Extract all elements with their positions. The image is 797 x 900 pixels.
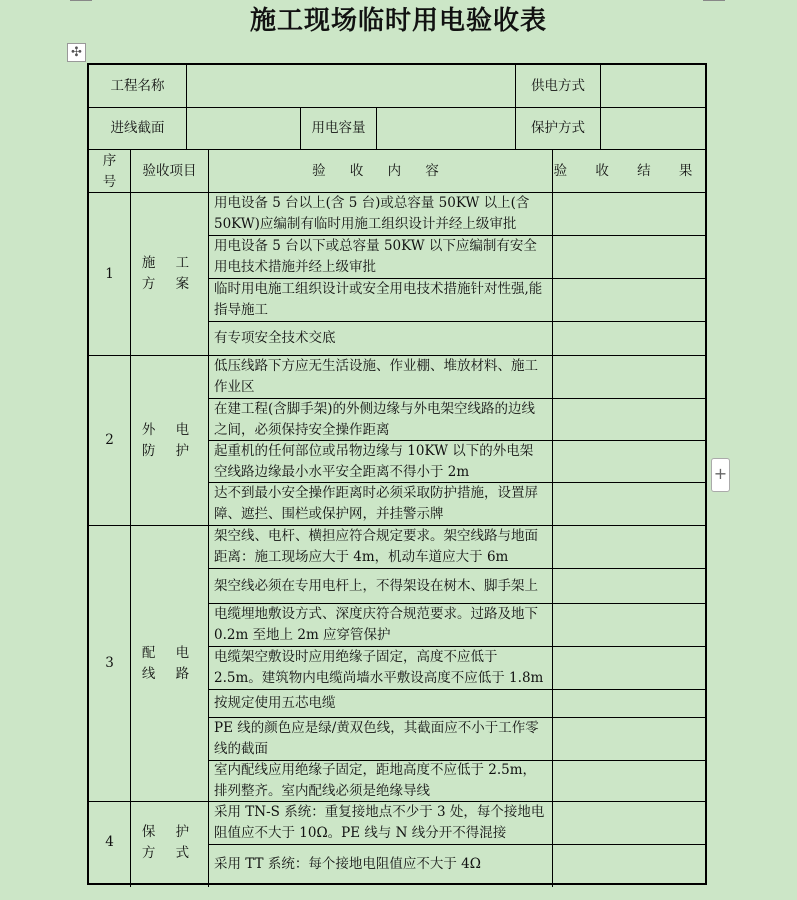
section-3-item-6: PE 线的颜色应是绿/黄双色线，其截面应不小于工作零线的截面 bbox=[214, 720, 539, 757]
section-2-category bbox=[131, 356, 208, 525]
section-3-category-line1: 配 电 bbox=[141, 644, 198, 661]
section-1-result-1[interactable] bbox=[553, 193, 705, 235]
section-4-result-1[interactable] bbox=[553, 802, 705, 844]
section-1-item-4: 有专项安全技术交底 bbox=[214, 330, 336, 346]
section-3-item-3: 电缆埋地敷设方式、深度庆符合规范要求。过路及地下 0.2m 至地上 2m 应穿管保护 bbox=[214, 606, 538, 643]
section-3-result-4[interactable] bbox=[553, 647, 705, 689]
section-3-item-2: 架空线必须在专用电杆上，不得架设在树木、脚手架上 bbox=[214, 577, 538, 594]
capacity-value[interactable] bbox=[377, 108, 515, 149]
section-3-item-5: 按规定使用五芯电缆 bbox=[214, 695, 336, 711]
power-supply-label: 供电方式 bbox=[531, 77, 585, 94]
section-2-result-4[interactable] bbox=[553, 483, 705, 525]
result-header-text: 验 收 结 果 bbox=[553, 162, 705, 179]
section-3-item-4: 电缆架空敷设时应用绝缘子固定，高度不应低于 2.5m。建筑物内电缆尚墙水平敷设高度不应低于 1.8m bbox=[214, 649, 544, 686]
result-header bbox=[553, 150, 705, 192]
section-4-no: 4 bbox=[105, 834, 114, 850]
section-4-result-2[interactable] bbox=[553, 845, 705, 883]
seq-header-line1: 序 bbox=[102, 153, 117, 169]
section-3-result-3[interactable] bbox=[553, 604, 705, 646]
section-1-result-4[interactable] bbox=[553, 322, 705, 355]
section-3-category-line2: 线 路 bbox=[141, 665, 198, 682]
section-3-result-6[interactable] bbox=[553, 718, 705, 760]
section-2-item-3: 起重机的任何部位或吊物边缘与 10KW 以下的外电架空线路边缘最小水平安全距离不得小于 2m bbox=[214, 442, 534, 480]
project-name-label: 工程名称 bbox=[110, 77, 165, 94]
section-4-category-line1: 保 护 bbox=[141, 823, 198, 840]
section-3-result-2[interactable] bbox=[553, 569, 705, 603]
section-1-result-2[interactable] bbox=[553, 236, 705, 278]
section-2-category-line1: 外 电 bbox=[141, 421, 198, 438]
section-3-result-5[interactable] bbox=[553, 690, 705, 717]
page-title: 施工现场临时用电验收表 bbox=[249, 6, 547, 36]
section-1-item-3: 临时用电施工组织设计或安全用电技术措施针对性强,能指导施工 bbox=[214, 281, 543, 318]
section-3-item-7: 室内配线应用绝缘子固定，距地高度不应低于 2.5m，排列整齐。室内配线必须是绝缘导线 bbox=[214, 762, 537, 799]
section-2-item-1: 低压线路下方应无生活设施、作业棚、堆放材料、施工作业区 bbox=[214, 358, 538, 395]
section-1-category-line2: 方 案 bbox=[141, 276, 198, 292]
incoming-section-label: 进线截面 bbox=[110, 120, 165, 136]
power-supply-value[interactable] bbox=[601, 65, 705, 107]
section-3-no: 3 bbox=[105, 655, 114, 671]
protection-label: 保护方式 bbox=[531, 120, 585, 136]
section-4-category-line2: 方 式 bbox=[141, 844, 198, 861]
project-name-value[interactable] bbox=[187, 65, 515, 107]
section-1-item-2: 用电设备 5 台以下或总容量 50KW 以下应编制有安全用电技术措施并经上级审批 bbox=[214, 238, 537, 275]
section-2-item-2: 在建工程(含脚手架)的外侧边缘与外电架空线路的边线之间，必须保持安全操作距离 bbox=[214, 400, 536, 438]
section-2-category-line2: 防 护 bbox=[141, 442, 198, 459]
section-3-result-1[interactable] bbox=[553, 526, 705, 568]
section-1-item-1: 用电设备 5 台以上(含 5 台)或总容量 50KW 以上(含 50KW)应编制有临时用施工组织设计并经上级审批 bbox=[214, 195, 530, 232]
section-2-result-1[interactable] bbox=[553, 356, 705, 398]
table-move-handle-icon[interactable]: ✣ bbox=[67, 43, 86, 62]
section-3-result-7[interactable] bbox=[553, 761, 705, 801]
item-header: 验收项目 bbox=[142, 162, 197, 179]
seq-header-line2: 号 bbox=[102, 174, 117, 190]
content-header-text: 验 收 内 容 bbox=[312, 162, 449, 179]
section-2-no: 2 bbox=[105, 432, 114, 448]
section-1-no: 1 bbox=[105, 265, 114, 282]
capacity-label: 用电容量 bbox=[311, 120, 366, 136]
section-2-item-4: 达不到最小安全操作距离时必须采取防护措施，设置屏障、遮拦、围栏或保护网，并挂警示牌 bbox=[214, 485, 538, 522]
protection-value[interactable] bbox=[601, 108, 705, 149]
section-4-category bbox=[131, 802, 208, 883]
section-4-item-2: 采用 TT 系统：每个接地电阻值应不大于 4Ω bbox=[214, 855, 481, 872]
seq-header bbox=[89, 151, 130, 191]
section-4-item-1: 采用 TN-S 系统：重复接地点不少于 3 处，每个接地电阻值应不大于 10Ω。PE 线与 N 线分开不得混接 bbox=[214, 804, 545, 841]
section-3-category bbox=[131, 526, 208, 801]
section-1-category bbox=[131, 193, 208, 355]
section-2-result-2[interactable] bbox=[553, 399, 705, 440]
add-column-button[interactable]: + bbox=[711, 458, 730, 492]
section-3-item-1: 架空线、电杆、横担应符合规定要求。架空线路与地面距离：施工现场应大于 4m，机动车道应大于 6m bbox=[214, 528, 538, 565]
section-1-result-3[interactable] bbox=[553, 279, 705, 321]
content-header bbox=[209, 150, 552, 192]
section-1-category-line1: 施 工 bbox=[141, 255, 198, 271]
acceptance-table bbox=[87, 63, 707, 885]
incoming-section-value[interactable] bbox=[187, 108, 300, 149]
section-2-result-3[interactable] bbox=[553, 441, 705, 482]
